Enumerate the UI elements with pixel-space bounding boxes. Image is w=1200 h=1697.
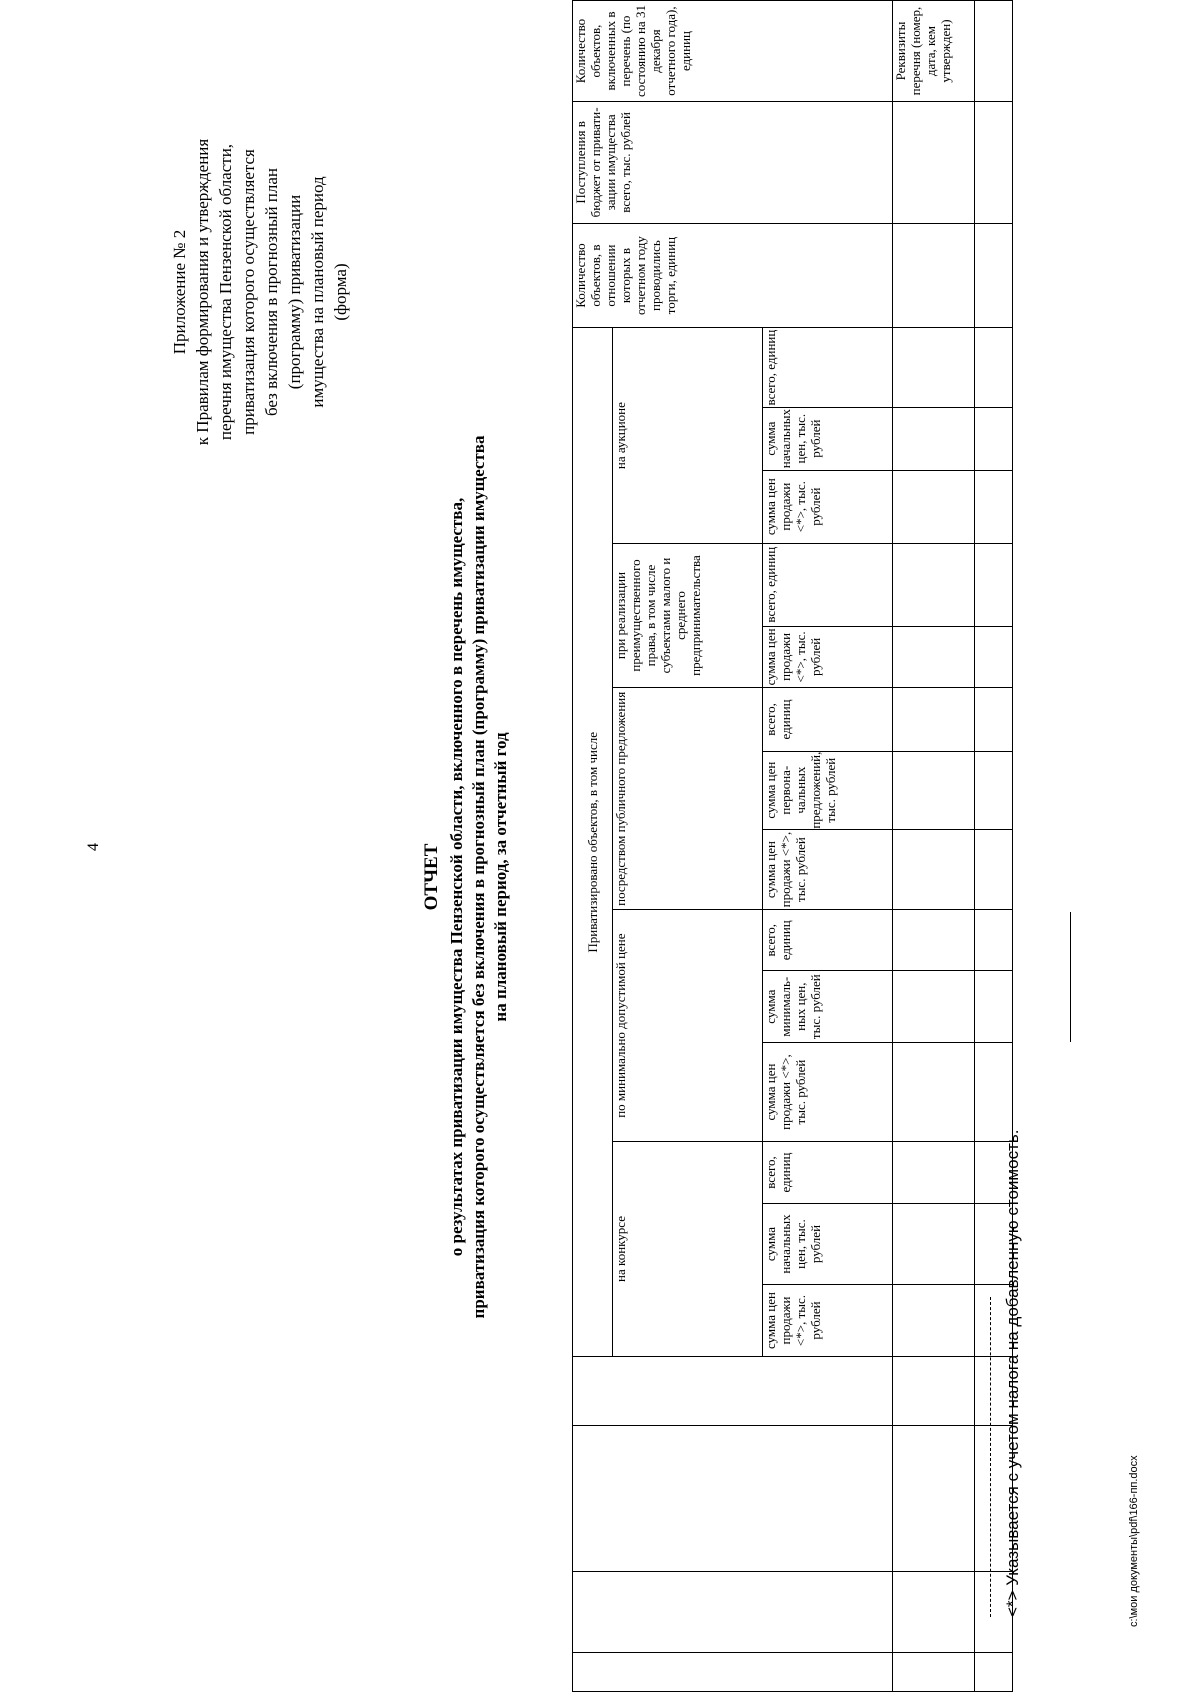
- subcol-header: сумма цен продажи <*>, тыс. рублей: [763, 1043, 893, 1142]
- table-cell: [893, 688, 975, 751]
- table-cell: [893, 971, 975, 1043]
- table-cell: [975, 102, 1013, 224]
- subcol-header: всего, единиц: [763, 328, 893, 407]
- table-cell: [893, 407, 975, 470]
- appendix-line: (форма): [331, 263, 350, 321]
- table-cell: [893, 470, 975, 543]
- appendix-line: имущества на плановый период: [308, 176, 327, 408]
- file-path: c:\мои документы\pdf\166-пп.docx: [1128, 1455, 1140, 1627]
- subcol-header: сумма цен продажи <*>, тыс. рублей: [763, 470, 893, 543]
- table-cell: [893, 626, 975, 688]
- subcol-header: сумма начальных цен, тыс. рублей: [763, 407, 893, 470]
- appendix-line: без включения в прогнозный план: [262, 167, 281, 417]
- subcol-header: сумма начальных цен, тыс. рублей: [763, 1204, 893, 1285]
- subcol-header: сумма минималь-ных цен, тыс. рублей: [763, 971, 893, 1043]
- table-cell: [975, 223, 1013, 328]
- end-separator: [1070, 912, 1071, 1042]
- subcol-header: сумма цен продажи <*>, тыс. рублей: [763, 1284, 893, 1356]
- table-cell: [893, 1141, 975, 1203]
- table-cell: [975, 829, 1013, 910]
- table-cell: [975, 971, 1013, 1043]
- group-header-public-offer: посредством публичного предложения: [613, 688, 763, 910]
- table-cell: [975, 543, 1013, 626]
- table-cell: [975, 626, 1013, 688]
- privatized-header: Приватизировано объектов, в том числе: [573, 328, 613, 1357]
- table-cell: [893, 223, 975, 328]
- document-subtitle: [446, 227, 512, 1527]
- table-cell: [893, 751, 975, 829]
- subcol-header: всего, единиц: [763, 1141, 893, 1203]
- title-block: [420, 227, 512, 1527]
- col-header-requisites: Реквизиты перечня (номер, дата, кем утвержден): [893, 1, 975, 102]
- table-cell: [893, 829, 975, 910]
- subcol-header: всего, единиц: [763, 910, 893, 971]
- report-table: [572, 0, 1013, 1692]
- table-cell: [893, 1357, 975, 1426]
- table-cell: [975, 470, 1013, 543]
- table-cell: [893, 1284, 975, 1356]
- table-cell: [893, 1043, 975, 1142]
- group-header-preemptive: при реализации преимущественного права, в том числе субъектами малого и среднего предпринимательства: [613, 543, 763, 687]
- table-cell: [975, 407, 1013, 470]
- table-cell: [975, 1043, 1013, 1142]
- appendix-line: Приложение № 2: [170, 229, 189, 355]
- appendix-line: к Правилам формирования и утверждения: [193, 138, 212, 446]
- appendix-note: [168, 102, 352, 482]
- group-header-contest: на конкурсе: [613, 1141, 763, 1356]
- appendix-line: (программу) приватизации: [285, 194, 304, 390]
- group-header-min-price: по минимально допустимой цене: [613, 910, 763, 1141]
- table-cell: [893, 1204, 975, 1285]
- table-cell: [975, 328, 1013, 407]
- footnote-separator: [990, 1297, 991, 1617]
- table-cell: [975, 688, 1013, 751]
- table-cell: [893, 910, 975, 971]
- subcol-header: сумма цен продажи <*>, тыс. рублей: [763, 626, 893, 688]
- table-cell: [893, 543, 975, 626]
- subcol-header: сумма цен первона-чальных предложений, тыс. рублей: [763, 751, 893, 829]
- document-title: ОТЧЕТ: [421, 843, 442, 911]
- group-header-auction: на аукционе: [613, 328, 763, 543]
- subtitle-line: приватизация которого осуществляется без включения в прогнозный план (программу) приватизации имущества: [469, 435, 488, 1319]
- col-header-empty: [573, 1357, 893, 1426]
- col-header-auctions: Количество объектов, в отношении которых в отчетном году проводились торги, единиц: [573, 223, 893, 328]
- footnote: <*> Указывается с учетом налога на добавленную стоимость.: [1003, 1129, 1022, 1617]
- page-number: 4: [85, 843, 102, 851]
- subtitle-line: на плановый период, за отчетный год: [491, 732, 510, 1022]
- table-cell: [975, 1, 1013, 102]
- table-cell: [893, 1426, 975, 1572]
- subcol-header: сумма цен продажи <*>, тыс. рублей: [763, 829, 893, 910]
- appendix-line: приватизация которого осуществляется: [239, 149, 258, 435]
- appendix-line: перечня имущества Пензенской области,: [216, 143, 235, 441]
- table-cell: [893, 328, 975, 407]
- col-header-empty: [573, 1426, 893, 1572]
- table-cell: [893, 102, 975, 224]
- table-cell: [893, 1572, 975, 1652]
- subcol-header: всего, единиц: [763, 688, 893, 751]
- subtitle-line: о результатах приватизации имущества Пензенской области, включенного в перечень имущества,: [447, 497, 466, 1257]
- col-header-empty: [573, 1572, 893, 1652]
- col-header-empty: [573, 1652, 893, 1691]
- table-cell: [975, 910, 1013, 971]
- table-cell: [893, 1652, 975, 1691]
- col-header-revenue: Поступления в бюджет от привати-зации имущества всего, тыс. рублей: [573, 102, 893, 224]
- subcol-header: всего, единиц: [763, 543, 893, 626]
- table-cell: [975, 1652, 1013, 1691]
- col-header-objects-count: Количество объектов, включенных в перечень (по состоянию на 31 декабря отчетного года), единиц: [573, 1, 893, 102]
- table-cell: [975, 751, 1013, 829]
